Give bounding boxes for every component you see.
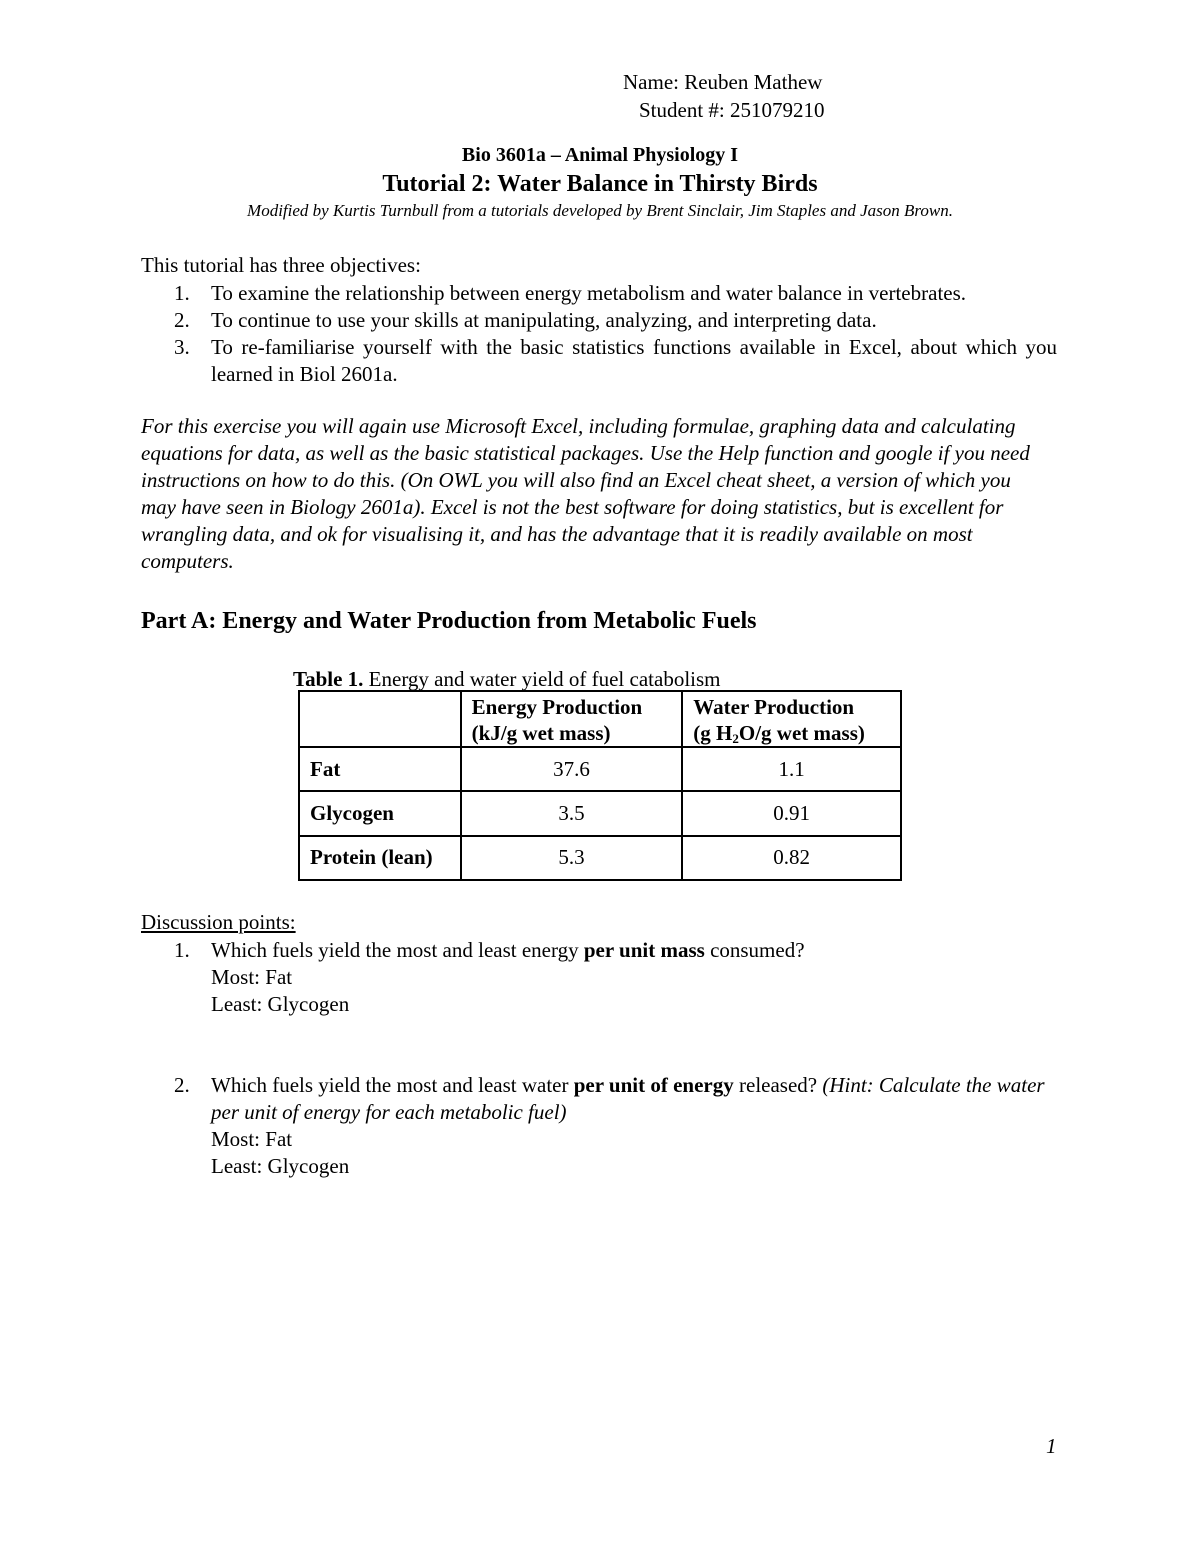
energy-value-cell: 37.6 — [461, 747, 683, 791]
question-text-bold: per unit of energy — [573, 1073, 734, 1097]
question-number: 2. — [174, 1073, 190, 1097]
objective-number: 2. — [174, 308, 190, 332]
question-text — [211, 1072, 1057, 1126]
question-text-post: consumed? — [704, 938, 805, 962]
question-number: 1. — [174, 938, 190, 962]
objectives-list — [141, 280, 1057, 388]
objective-text: To continue to use your skills at manipulating, analyzing, and interpreting data. — [211, 308, 877, 332]
water-value-cell: 1.1 — [682, 747, 901, 791]
page-number: 1 — [1046, 1434, 1057, 1458]
answer-most: Most: Fat — [211, 1127, 293, 1151]
question-text-post: released? — [733, 1073, 823, 1097]
question-hint: (Hint: Calculate the water per unit of energy for each metabolic fuel) — [211, 1073, 1045, 1124]
header-water-line1: Water Production — [693, 695, 855, 719]
discussion-question-2 — [141, 1072, 1057, 1180]
answer-least: Least: Glycogen — [211, 1154, 350, 1178]
course-title: Bio 3601a – Animal Physiology I — [461, 144, 739, 166]
table-caption — [293, 667, 721, 692]
header-water-line2-pre: (g H — [693, 721, 733, 745]
page-title: Tutorial 2: Water Balance in Thirsty Birds — [382, 171, 818, 197]
objective-number: 3. — [174, 335, 190, 359]
objective-item — [141, 334, 1057, 388]
section-heading-part-a: Part A: Energy and Water Production from Metabolic Fuels — [141, 608, 757, 634]
table-row — [299, 836, 901, 880]
table-header-row — [299, 691, 901, 747]
objective-item — [141, 280, 1057, 307]
water-value-cell: 0.82 — [682, 836, 901, 880]
objective-item — [141, 307, 1057, 334]
header-water-subscript: 2 — [732, 731, 739, 746]
table-row — [299, 791, 901, 835]
table-caption-label: Table 1. — [293, 667, 364, 691]
energy-value-cell: 5.3 — [461, 836, 683, 880]
student-number: Student #: 251079210 — [639, 98, 825, 122]
question-text-pre: Which fuels yield the most and least energy — [211, 938, 584, 962]
fuel-yield-table — [298, 690, 902, 881]
attribution-line: Modified by Kurtis Turnbull from a tutorials developed by Brent Sinclair, Jim Staples and Jason Brown. — [247, 201, 953, 220]
excel-instructions: For this exercise you will again use Microsoft Excel, including formulae, graphing data and calculating equations for data, as well as the basic statistical packages. Use the Help function and google if you need instructions on how to do this. (On OWL you will also find an Excel cheat sheet, a version of which you may have seen in Biology 2601a). Excel is not the best software for doing statistics, but is excellent for wrangling data, and ok for visualising it, and has the advantage that it is readily available on most computers. — [141, 414, 1030, 573]
answer-most: Most: Fat — [211, 965, 293, 989]
discussion-question-1 — [141, 937, 1057, 1018]
table-row — [299, 747, 901, 791]
fuel-name-cell: Glycogen — [299, 791, 461, 835]
table-header-water — [682, 691, 901, 747]
objective-text: To re-familiarise yourself with the basic statistics functions available in Excel, about which you learned in Biol 2601a. — [211, 335, 1057, 386]
header-energy-line2: (kJ/g wet mass) — [471, 721, 611, 745]
table-header-energy — [461, 691, 683, 747]
objective-number: 1. — [174, 281, 190, 305]
discussion-heading: Discussion points: — [141, 910, 296, 934]
table-caption-text: Energy and water yield of fuel catabolism — [363, 667, 721, 691]
energy-value-cell: 3.5 — [461, 791, 683, 835]
table-header-empty — [299, 691, 461, 747]
student-name: Name: Reuben Mathew — [623, 70, 823, 94]
objective-text: To examine the relationship between energy metabolism and water balance in vertebrates. — [211, 281, 967, 305]
header-energy-line1: Energy Production — [471, 695, 643, 719]
answer-least: Least: Glycogen — [211, 992, 350, 1016]
question-text-bold: per unit mass — [583, 938, 705, 962]
question-text — [211, 937, 1057, 964]
fuel-name-cell: Protein (lean) — [299, 836, 461, 880]
objectives-lead: This tutorial has three objectives: — [141, 253, 421, 277]
header-water-line2-post: O/g wet mass) — [738, 721, 865, 745]
question-text-pre: Which fuels yield the most and least water — [211, 1073, 574, 1097]
water-value-cell: 0.91 — [682, 791, 901, 835]
fuel-name-cell: Fat — [299, 747, 461, 791]
